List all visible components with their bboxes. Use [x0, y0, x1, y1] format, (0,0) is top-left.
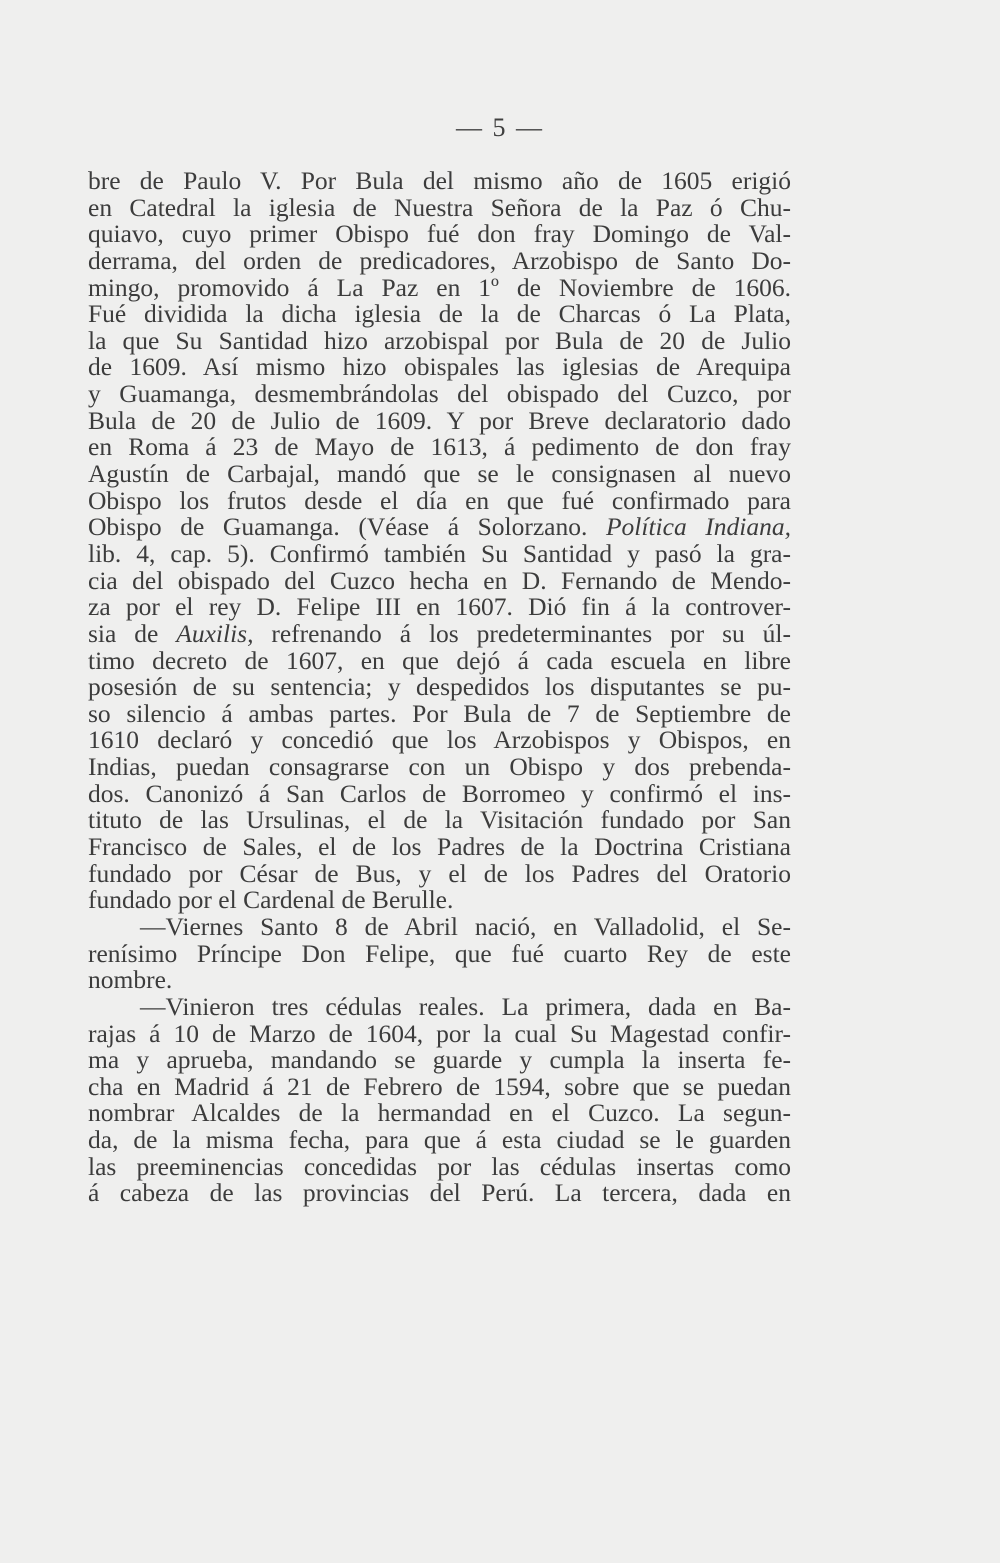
text-line: á cabeza de las provincias del Perú. La tercera, dada en: [88, 1178, 791, 1208]
text-line: Francisco de Sales, el de los Padres de la Doctrina Cristiana: [88, 832, 791, 862]
text-line: —Vinieron tres cédulas reales. La primera, dada en Ba-: [140, 991, 791, 1021]
text-line: bre de Paulo V. Por Bula del mismo año de 1605 erigió: [88, 166, 791, 195]
text-line: de 1609. Así mismo hizo obispales las iglesias de Arequipa: [88, 352, 791, 382]
text-line: dos. Canonizó á San Carlos de Borromeo y confirmó el ins-: [88, 778, 791, 808]
text-line: en Roma á 23 de Mayo de 1613, á pedimento de don fray: [88, 432, 791, 462]
text-line: 1610 declaró y concedió que los Arzobispos y Obispos, en: [88, 725, 791, 755]
text-line: [88, 618, 791, 648]
text-line: y Guamanga, desmembrándolas del obispado del Cuzco, por: [88, 379, 791, 409]
text-line: rajas á 10 de Marzo de 1604, por la cual Su Magestad confir-: [88, 1018, 791, 1048]
text-line: so silencio á ambas partes. Por Bula de 7 de Septiembre de: [88, 698, 791, 728]
text-line: ma y aprueba, mandando se guarde y cumpla la inserta fe-: [88, 1045, 791, 1075]
text-line: cia del obispado del Cuzco hecha en D. Fernando de Mendo-: [88, 565, 791, 595]
text-line: timo decreto de 1607, en que dejó á cada escuela en libre: [88, 645, 791, 675]
text-line: quiavo, cuyo primer Obispo fué don fray Domingo de Val-: [88, 219, 791, 249]
text-line: derrama, del orden de predicadores, Arzobispo de Santo Do-: [88, 245, 791, 275]
text-segment: Obispo de Guamanga. (Véase á Solorzano.: [88, 512, 606, 542]
text-line: fundado por el Cardenal de Berulle.: [88, 885, 454, 915]
text-line: cha en Madrid á 21 de Febrero de 1594, sobre que se puedan: [88, 1071, 791, 1101]
text-line: renísimo Príncipe Don Felipe, que fué cuarto Rey de este: [88, 938, 791, 968]
text-line: [88, 514, 791, 541]
text-line: fundado por César de Bus, y el de los Padres del Oratorio: [88, 858, 791, 888]
text-line: en Catedral la iglesia de Nuestra Señora de la Paz ó Chu-: [88, 192, 791, 222]
body-text: [88, 168, 791, 1207]
text-segment: sia de: [88, 618, 177, 648]
text-line: Indias, puedan consagrarse con un Obispo y dos prebenda-: [88, 752, 791, 782]
text-line: Agustín de Carbajal, mandó que se le consignasen al nuevo: [88, 459, 791, 489]
text-line: Fué dividida la dicha iglesia de la de Charcas ó La Plata,: [88, 299, 791, 329]
text-line: la que Su Santidad hizo arzobispal por Bula de 20 de Julio: [88, 325, 791, 355]
text-line: tituto de las Ursulinas, el de la Visitación fundado por San: [88, 805, 791, 835]
text-line: —Viernes Santo 8 de Abril nació, en Valladolid, el Se-: [140, 911, 791, 941]
text-segment: refrenando á los predeterminantes por su úl-: [253, 618, 791, 648]
text-line: lib. 4, cap. 5). Confirmó también Su Santidad y pasó la gra-: [88, 538, 791, 568]
text-line: posesión de su sentencia; y despedidos los disputantes se pu-: [88, 672, 791, 702]
text-line: za por el rey D. Felipe III en 1607. Dió fin á la controver-: [88, 592, 791, 622]
text-line: mingo, promovido á La Paz en 1º de Noviembre de 1606.: [88, 272, 791, 302]
text-line: Obispo los frutos desde el día en que fué confirmado para: [88, 485, 791, 515]
text-line: Bula de 20 de Julio de 1609. Y por Breve declaratorio dado: [88, 405, 791, 435]
page-number: — 5 —: [456, 113, 544, 142]
italic-title: Política Indiana,: [605, 512, 791, 542]
italic-title: Auxilis,: [176, 618, 254, 648]
text-line: las preeminencias concedidas por las cédulas insertas como: [88, 1151, 791, 1181]
text-line: nombrar Alcaldes de la hermandad en el Cuzco. La segun-: [88, 1098, 791, 1128]
text-line: da, de la misma fecha, para que á esta ciudad se le guarden: [88, 1125, 791, 1155]
text-line: nombre.: [88, 965, 173, 995]
